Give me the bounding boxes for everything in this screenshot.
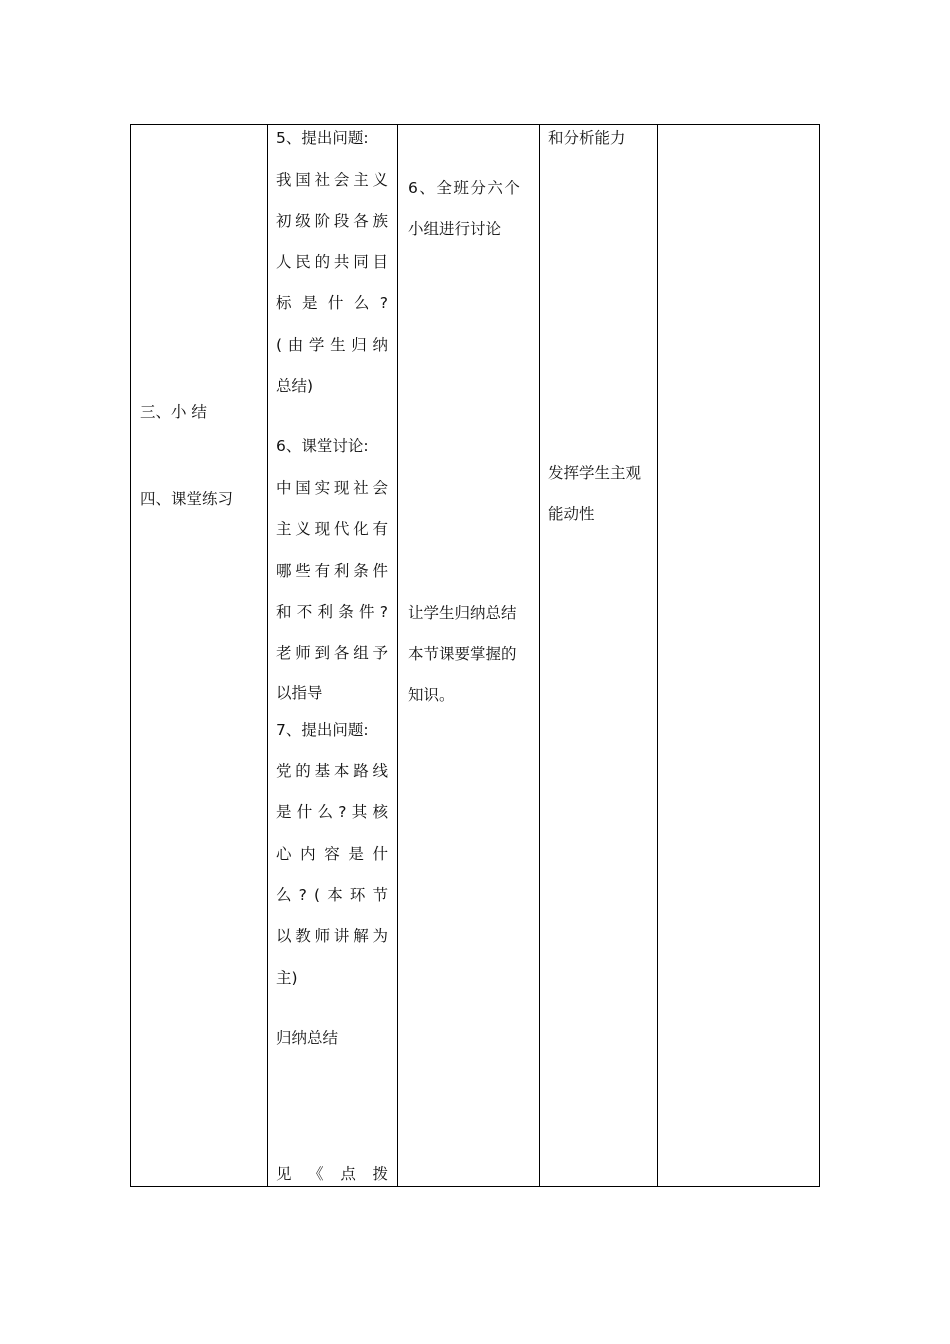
question-6-line: 以指导 <box>276 684 323 702</box>
question-7-line: 主) <box>276 969 298 987</box>
question-6-line: 老 师 到 各 组 予 <box>276 644 388 662</box>
question-5-line: ( 由 学 生 归 纳 <box>276 336 388 354</box>
analysis-ability-text: 和分析能力 <box>548 129 626 147</box>
question-7-title: 7、提出问题: <box>276 721 369 739</box>
question-5-line: 标 是 什 么 ? <box>276 294 388 312</box>
question-5-line: 总结) <box>276 377 314 395</box>
initiative-line: 发挥学生主观 <box>548 464 642 482</box>
question-5-line: 人 民 的 共 同 目 <box>276 253 388 271</box>
question-5-title: 5、提出问题: <box>276 129 369 147</box>
question-5-line: 我 国 社 会 主 义 <box>276 171 388 189</box>
question-7-line: 以 教 师 讲 解 为 <box>276 927 388 945</box>
question-6-title: 6、课堂讨论: <box>276 437 369 455</box>
summary-label: 归纳总结 <box>276 1029 339 1047</box>
question-6-line: 哪 些 有 利 条 件 <box>276 562 388 580</box>
question-6-line: 主 义 现 代 化 有 <box>276 520 388 538</box>
group-discussion-line: 6、全班分六个 <box>408 179 522 197</box>
initiative-line: 能动性 <box>548 505 595 523</box>
column-divider-3 <box>539 125 540 1186</box>
question-6-line: 和 不 利 条 件 ? <box>276 603 388 621</box>
column-divider-2 <box>397 125 398 1186</box>
student-review-line: 让学生归纳总结 <box>408 604 517 622</box>
section-summary-heading: 三、小 结 <box>140 403 207 421</box>
question-7-line: 党 的 基 本 路 线 <box>276 762 388 780</box>
question-6-line: 中 国 实 现 社 会 <box>276 479 388 497</box>
student-review-line: 知识。 <box>408 686 455 704</box>
section-practice-heading: 四、课堂练习 <box>140 490 234 508</box>
question-7-line: 么 ? ( 本 环 节 <box>276 886 388 904</box>
group-discussion-line: 小组进行讨论 <box>408 220 502 238</box>
column-divider-4 <box>657 125 658 1186</box>
student-review-line: 本节课要掌握的 <box>408 645 517 663</box>
question-7-line: 是 什 么 ? 其 核 <box>276 803 388 821</box>
question-7-line: 心 内 容 是 什 <box>276 845 388 863</box>
column-divider-1 <box>267 125 268 1186</box>
reference-line: 见 《 点 拨 <box>276 1165 388 1183</box>
question-5-line: 初 级 阶 段 各 族 <box>276 212 388 230</box>
